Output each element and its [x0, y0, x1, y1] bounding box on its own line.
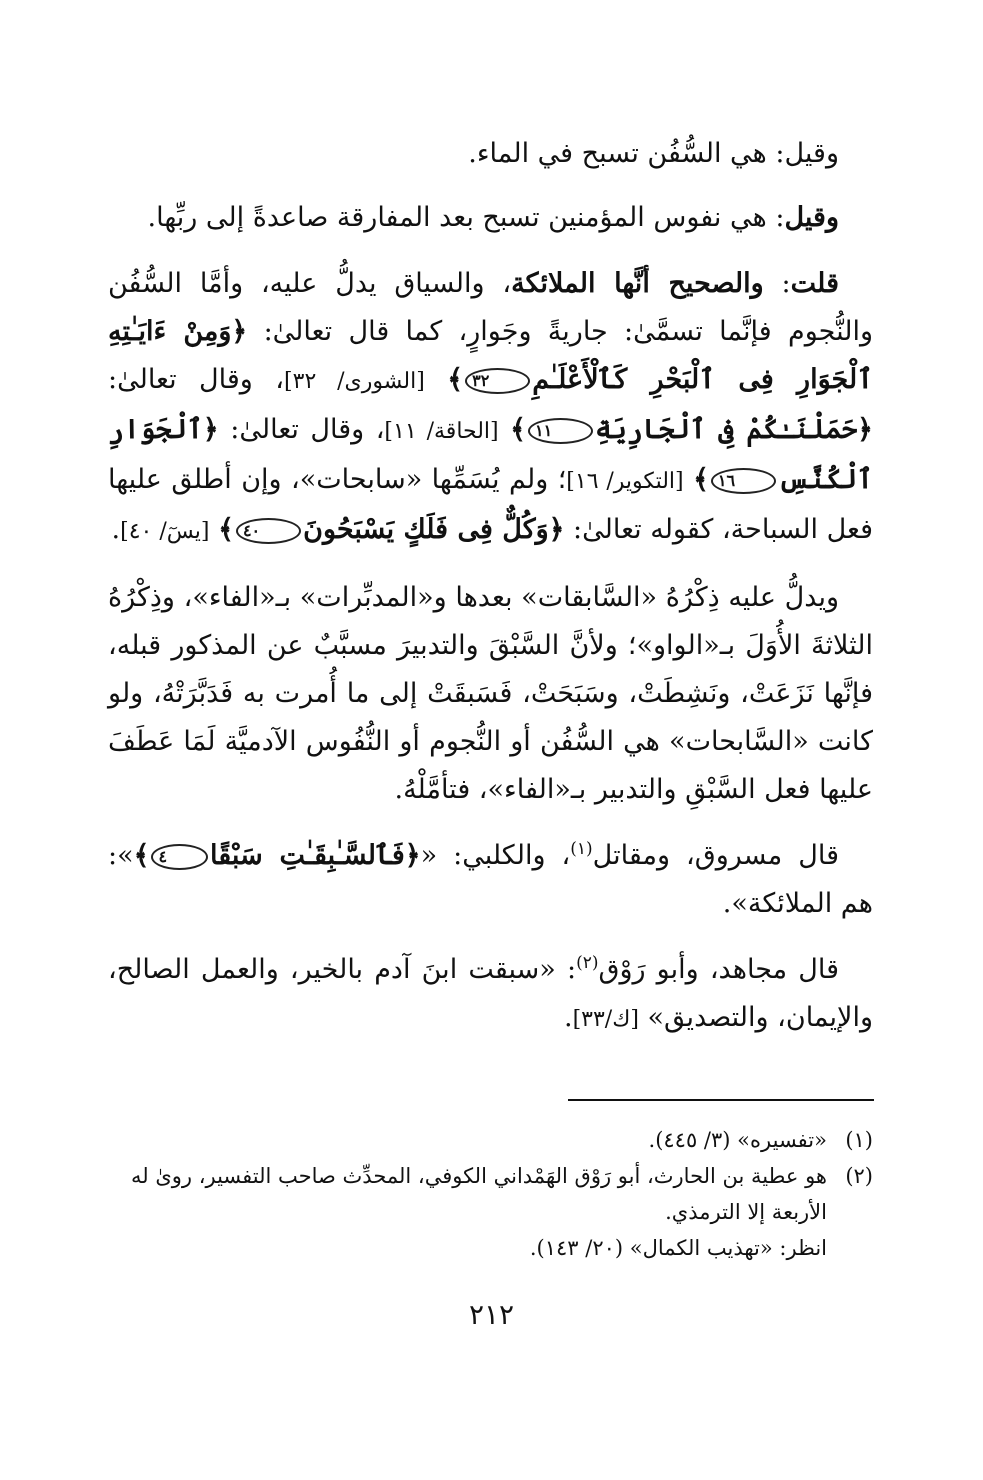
footnote-divider — [568, 1099, 874, 1101]
quran-verse-5: ﴿فَٱلسَّـٰبِقَـٰتِ سَبْقًا — [210, 840, 421, 871]
paragraph-3-text-c: ، وقال تعالىٰ: — [218, 414, 385, 445]
paragraph-5-text-c: »: هم الملائكة». — [108, 840, 873, 919]
verse-reference-4: [يسٓ/ ٤٠] — [120, 519, 210, 544]
ayah-number-4: ٤٠ — [236, 518, 301, 544]
paragraph-3-colon: : — [763, 268, 791, 299]
footnote-2-reference: انظر: «تهذيب الكمال» (٢٠/ ١٤٣). — [529, 1236, 827, 1260]
source-reference: [ك/٣٣] — [572, 1007, 639, 1032]
paragraph-3-text-d: ؛ ولم يُسَمِّها «سابحات»، وإن أطلق عليها فعل السباحة، كقوله تعالىٰ: — [108, 464, 873, 545]
verse-reference-1: [الشورى/ ٣٢] — [284, 369, 425, 394]
paragraph-2-text: : هي نفوس المؤمنين تسبح بعد المفارقة صاعدةً إلى ربِّها. — [147, 202, 785, 233]
paragraph-6-end: . — [563, 1002, 573, 1033]
quran-verse-2: ﴿حَمَلْنَـٰكُمْ فِى ٱلْجَارِيَةِ — [595, 414, 873, 445]
footnote-2-text: هو عطية بن الحارث، أبو رَوْق الهَمْداني الكوفي، المحدِّث صاحب التفسير، رویٰ له الأربعة إلا الترمذي. — [130, 1164, 827, 1224]
paragraph-6 — [108, 946, 873, 1044]
ayah-number-5: ٤ — [151, 844, 208, 870]
footnote-2-number: (٢) — [845, 1164, 873, 1188]
verse-reference-2: [الحاقة/ ١١] — [384, 419, 499, 444]
verse-reference-3: [التكوير/ ١٦] — [566, 469, 684, 494]
paragraph-3-text-b: ، وقال تعالىٰ: — [108, 364, 285, 395]
quran-verse-1: ﴿وَمِنْ ءَايَـٰتِهِ ٱلْجَوَارِ فِى ٱلْبَحْرِ كَٱلْأَعْلَـٰمِ — [108, 316, 874, 395]
footnote-marker-2[interactable]: (٢) — [576, 953, 599, 973]
paragraph-6-text-b: : «سبقت ابنَ آدم بالخير، والعمل الصالح، والإيمان، والتصديق» — [108, 954, 873, 1033]
footnotes — [108, 1122, 873, 1266]
quran-verse-4: ﴿وَكُلٌّ فِى فَلَكٍ يَسْبَحُونَ — [303, 514, 565, 545]
ayah-number-3: ١٦ — [711, 468, 776, 494]
footnote-marker-1[interactable]: (١) — [570, 839, 593, 859]
paragraph-3-end: . — [111, 514, 121, 545]
quran-verse-1-close: ﴾ — [447, 364, 464, 395]
paragraph-5-text-b: ، والكلبي: « — [420, 840, 571, 871]
quran-verse-3-close: ﴾ — [693, 464, 709, 495]
paragraph-3 — [108, 260, 873, 556]
ayah-number-1: ٣٢ — [465, 368, 530, 394]
paragraph-2-lead: وقيل — [784, 202, 839, 233]
footnote-1-text: «تفسيره» (٣/ ٤٤٥). — [648, 1128, 827, 1152]
paragraph-4: ويدلُّ عليه ذِكْرُهُ «السَّابقات» بعدها و«المدبِّرات» بـ«الفاء»، وذِكْرُهُ الثلاثةَ الأُوَلَ بـ«الواو»؛ ولأنَّ السَّبْقَ والتدبيرَ مسبَّبٌ عن المذكور قبله، فإنَّها نَزَعَتْ، ونَشِطَتْ، وسَبَحَتْ، فَسَبقَتْ إلى ما أُمرت به فَدَبَّرَتْهُ، ولو كانت «السَّابحات» هي السُّفُن أو النُّجوم أو النُّفُوس الآدميَّة لَمَا عَطَفَ عليها فعل السَّبْقِ والتدبير بـ«الفاء»، فتأمَّلْهُ. — [108, 582, 873, 805]
paragraph-6-text-a: قال مجاهد، وأبو رَوْق — [598, 954, 839, 985]
quran-verse-3: ﴿ٱلْجَوَارِ ٱلْكُنَّسِ — [108, 414, 873, 495]
page-number: ٢١٢ — [468, 1298, 515, 1331]
ayah-number-2: ١١ — [528, 418, 593, 444]
main-text — [108, 130, 873, 1062]
paragraph-3-text-a: ، والسياق يدلُّ عليه، وأمَّا السُّفُن والنُّجوم فإنَّما تسمَّىٰ: جاريةً وجَوارٍ، كما قال تعالىٰ: — [108, 268, 873, 347]
footnote-2 — [108, 1158, 873, 1230]
paragraph-2 — [108, 194, 873, 242]
quran-verse-2-close: ﴾ — [510, 414, 526, 445]
paragraph-3-emphasis: والصحيح أنَّها الملائكة — [511, 268, 764, 299]
footnote-1-number: (١) — [845, 1128, 873, 1152]
footnote-1 — [108, 1122, 873, 1158]
paragraph-3-lead: قلت — [790, 268, 839, 299]
quran-verse-4-close: ﴾ — [218, 514, 234, 545]
paragraph-5 — [108, 832, 873, 928]
paragraph-5-text-a: قال مسروق، ومقاتل — [592, 840, 839, 871]
paragraph-1: وقيل: هي السُّفُن تسبح في الماء. — [468, 138, 839, 169]
quran-verse-5-close: ﴾ — [133, 840, 150, 871]
